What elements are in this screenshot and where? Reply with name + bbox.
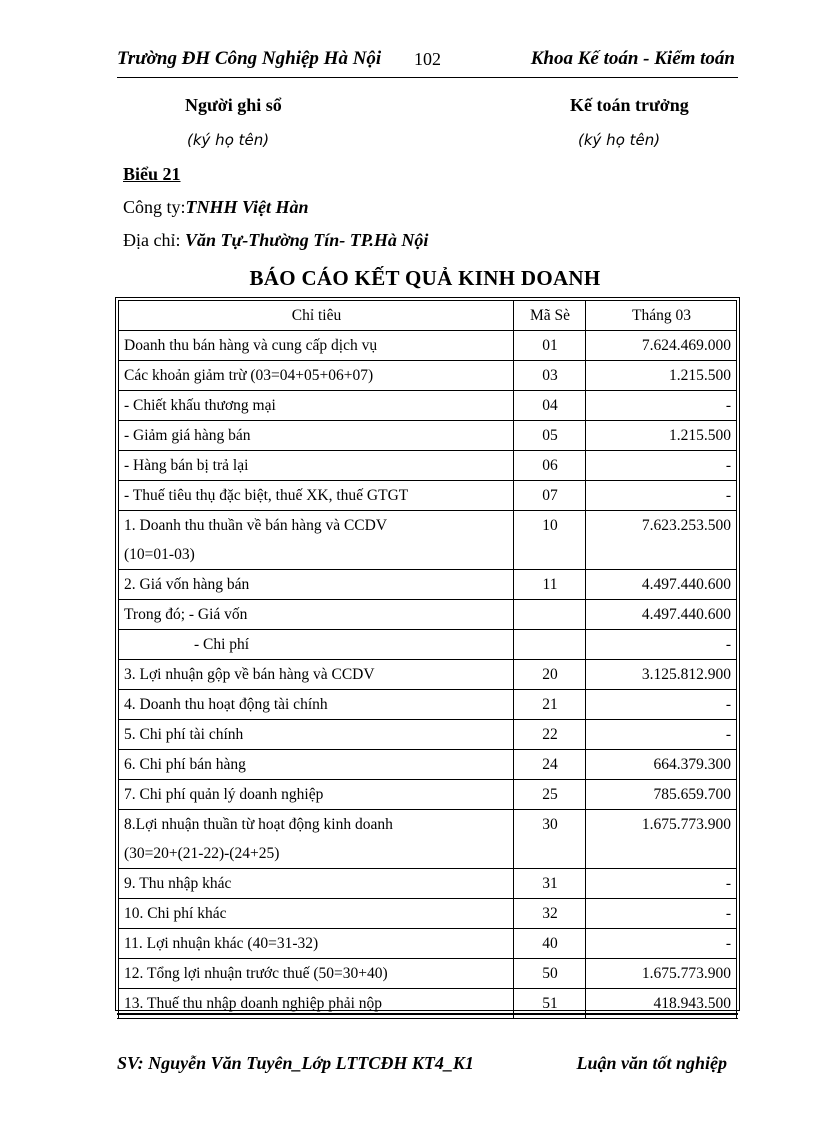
table-row xyxy=(119,391,737,421)
table-header-row xyxy=(119,301,737,331)
table-row xyxy=(119,481,737,511)
signature-right-title: Kế toán trưởng xyxy=(570,95,689,115)
col-header-code: Mã Sè xyxy=(514,301,586,331)
row-amount: - xyxy=(586,929,737,959)
row-item: 7. Chi phí quản lý doanh nghiệp xyxy=(119,780,514,810)
row-code: 20 xyxy=(514,660,586,690)
col-header-item: Chỉ tiêu xyxy=(119,301,514,331)
header-rule xyxy=(117,77,738,78)
row-code: 06 xyxy=(514,451,586,481)
address-label: Địa chỉ: xyxy=(123,230,185,250)
table-row xyxy=(119,959,737,989)
signature-right-note: (ký họ tên) xyxy=(578,131,661,149)
row-code: 24 xyxy=(514,750,586,780)
row-code: 40 xyxy=(514,929,586,959)
row-code: 01 xyxy=(514,331,586,361)
table-row xyxy=(119,600,737,630)
report-title: BÁO CÁO KẾT QUẢ KINH DOANH xyxy=(249,266,601,290)
signature-left-note: (ký họ tên) xyxy=(187,131,270,149)
row-amount: 785.659.700 xyxy=(586,780,737,810)
table-row xyxy=(119,421,737,451)
table-row xyxy=(119,720,737,750)
row-item: 4. Doanh thu hoạt động tài chính xyxy=(119,690,514,720)
row-code: 22 xyxy=(514,720,586,750)
row-item: 9. Thu nhập khác xyxy=(119,869,514,899)
school-name: Trường ĐH Công Nghiệp Hà Nội xyxy=(117,48,382,69)
footer-student: SV: Nguyễn Văn Tuyên_Lớp LTTCĐH KT4_K1 xyxy=(117,1053,474,1073)
table-row xyxy=(119,869,737,899)
row-amount: - xyxy=(586,869,737,899)
row-code: 21 xyxy=(514,690,586,720)
row-amount: - xyxy=(586,630,737,660)
row-code: 04 xyxy=(514,391,586,421)
row-item-line1: 8.Lợi nhuận thuần từ hoạt động kinh doanh xyxy=(124,816,393,833)
table-row xyxy=(119,750,737,780)
company-value: TNHH Việt Hàn xyxy=(185,197,309,217)
table-row xyxy=(119,361,737,391)
footer-rule-thin xyxy=(117,1018,738,1019)
row-code: 07 xyxy=(514,481,586,511)
row-item: 13. Thuế thu nhập doanh nghiệp phải nộp xyxy=(119,989,514,1019)
address-value: Văn Tự-Thường Tín- TP.Hà Nội xyxy=(184,230,429,250)
row-item: Trong đó; - Giá vốn xyxy=(119,600,514,630)
row-item: Doanh thu bán hàng và cung cấp dịch vụ xyxy=(119,331,514,361)
page-header xyxy=(117,46,737,76)
row-amount: - xyxy=(586,481,737,511)
table-row xyxy=(119,630,737,660)
row-amount: 7.623.253.500 xyxy=(586,511,737,570)
row-code: 25 xyxy=(514,780,586,810)
row-item: - Thuế tiêu thụ đặc biệt, thuế XK, thuế GTGT xyxy=(119,481,514,511)
row-amount: - xyxy=(586,451,737,481)
table-row xyxy=(119,570,737,600)
table-row xyxy=(119,780,737,810)
faculty-name: Khoa Kế toán - Kiểm toán xyxy=(530,48,735,69)
row-amount: - xyxy=(586,720,737,750)
row-amount: 4.497.440.600 xyxy=(586,570,737,600)
row-amount: 7.624.469.000 xyxy=(586,331,737,361)
row-amount: 3.125.812.900 xyxy=(586,660,737,690)
row-item: 3. Lợi nhuận gộp về bán hàng và CCDV xyxy=(119,660,514,690)
table-row xyxy=(119,660,737,690)
page-number: 102 xyxy=(414,49,441,69)
row-item-line2: (30=20+(21-22)-(24+25) xyxy=(124,845,280,862)
row-code xyxy=(514,630,586,660)
report-table xyxy=(118,300,737,1019)
row-amount: 1.215.500 xyxy=(586,421,737,451)
col-header-amount: Tháng 03 xyxy=(586,301,737,331)
row-item: - Giảm giá hàng bán xyxy=(119,421,514,451)
table-row xyxy=(119,810,737,869)
table-row xyxy=(119,899,737,929)
row-amount: - xyxy=(586,899,737,929)
row-amount: - xyxy=(586,690,737,720)
row-item: - Chiết khấu thương mại xyxy=(119,391,514,421)
row-item: Các khoản giảm trừ (03=04+05+06+07) xyxy=(119,361,514,391)
company-line xyxy=(123,197,309,218)
footer-rule-thick xyxy=(117,1013,738,1015)
table-row xyxy=(119,451,737,481)
row-code xyxy=(514,600,586,630)
row-item: 10. Chi phí khác xyxy=(119,899,514,929)
row-item: 5. Chi phí tài chính xyxy=(119,720,514,750)
row-item xyxy=(119,810,514,869)
row-item-line1: 1. Doanh thu thuần về bán hàng và CCDV xyxy=(124,517,388,534)
row-amount: 1.215.500 xyxy=(586,361,737,391)
row-code: 31 xyxy=(514,869,586,899)
row-item-line2: (10=01-03) xyxy=(124,546,195,563)
footer-doc-type: Luận văn tốt nghiệp xyxy=(576,1053,727,1073)
row-item: - Hàng bán bị trả lại xyxy=(119,451,514,481)
row-item: 6. Chi phí bán hàng xyxy=(119,750,514,780)
row-amount: 4.497.440.600 xyxy=(586,600,737,630)
form-label: Biểu 21 xyxy=(123,164,181,184)
row-amount: 1.675.773.900 xyxy=(586,810,737,869)
row-code: 05 xyxy=(514,421,586,451)
row-code: 50 xyxy=(514,959,586,989)
row-amount: - xyxy=(586,391,737,421)
row-amount: 1.675.773.900 xyxy=(586,959,737,989)
table-row xyxy=(119,331,737,361)
row-code: 10 xyxy=(514,511,586,570)
signature-left-title: Người ghi sổ xyxy=(185,95,282,115)
table-row xyxy=(119,929,737,959)
row-item xyxy=(119,511,514,570)
row-amount: 418.943.500 xyxy=(586,989,737,1019)
table-row xyxy=(119,511,737,570)
table-row xyxy=(119,690,737,720)
row-code: 32 xyxy=(514,899,586,929)
row-item: - Chi phí xyxy=(119,630,514,660)
address-line xyxy=(123,230,428,251)
row-code: 11 xyxy=(514,570,586,600)
row-code: 03 xyxy=(514,361,586,391)
page-footer xyxy=(117,1053,737,1074)
row-amount: 664.379.300 xyxy=(586,750,737,780)
row-item: 2. Giá vốn hàng bán xyxy=(119,570,514,600)
row-code: 30 xyxy=(514,810,586,869)
row-item: 12. Tổng lợi nhuận trước thuế (50=30+40) xyxy=(119,959,514,989)
row-code: 51 xyxy=(514,989,586,1019)
row-item: 11. Lợi nhuận khác (40=31-32) xyxy=(119,929,514,959)
report-table-frame xyxy=(115,297,740,1011)
company-label: Công ty: xyxy=(123,197,186,217)
